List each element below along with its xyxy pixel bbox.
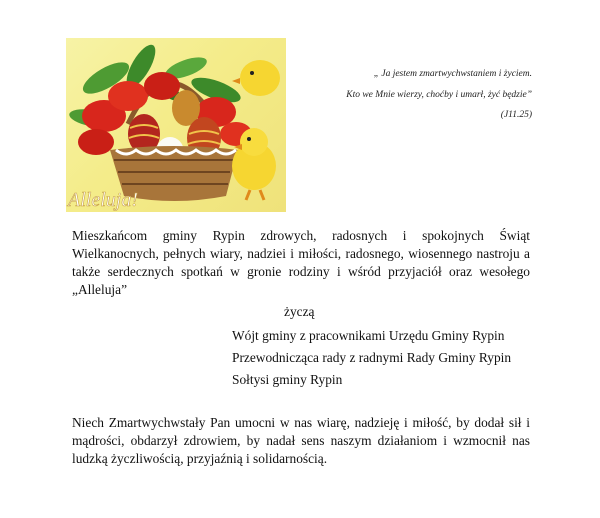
sender-wojt: Wójt gminy z pracownikami Urzędu Gminy Rypin xyxy=(232,328,505,343)
sender-soltysi: Sołtysi gminy Rypin xyxy=(232,372,343,387)
easter-illustration xyxy=(66,38,286,212)
quote-line-1: „ Ja jestem zmartwychwstaniem i życiem. xyxy=(373,69,532,79)
wishes-paragraph xyxy=(72,227,530,299)
sender-przewodniczaca: Przewodnicząca rady z radnymi Rady Gminy Rypin xyxy=(232,350,512,365)
blessing-paragraph xyxy=(72,414,530,468)
easter-basket-icon xyxy=(66,38,286,212)
chick-icon xyxy=(232,60,280,96)
bible-quote xyxy=(306,70,532,121)
quote-line-2: Kto we Mnie wierzy, choćby i umarł, żyć będzie” xyxy=(346,89,532,100)
illustration-caption: Alleluja! xyxy=(68,189,138,211)
wishes-text: Mieszkańcom gminy Rypin zdrowych, radosnych i spokojnych Świąt Wielkanocnych, pełnych wiary, nadziei i miłości, radosnego, wiosennego nastroju a także serdecznych spotkań w gronie rodziny i wśród przyjaciół oraz wesołego „Alleluja” xyxy=(72,228,530,297)
quote-reference: (J11.25) xyxy=(500,110,532,120)
zycza-label: życzą xyxy=(284,304,315,319)
senders-list xyxy=(232,328,511,394)
blessing-text: Niech Zmartwychwstały Pan umocni w nas wiarę, nadzieję i miłość, by dodał sił i mądrości, obdarzył zdrowiem, by nadał sens naszym działaniom i wzmocnił nas ludzką życzliwością, przyjaźnią i solidarnością. xyxy=(72,415,530,466)
